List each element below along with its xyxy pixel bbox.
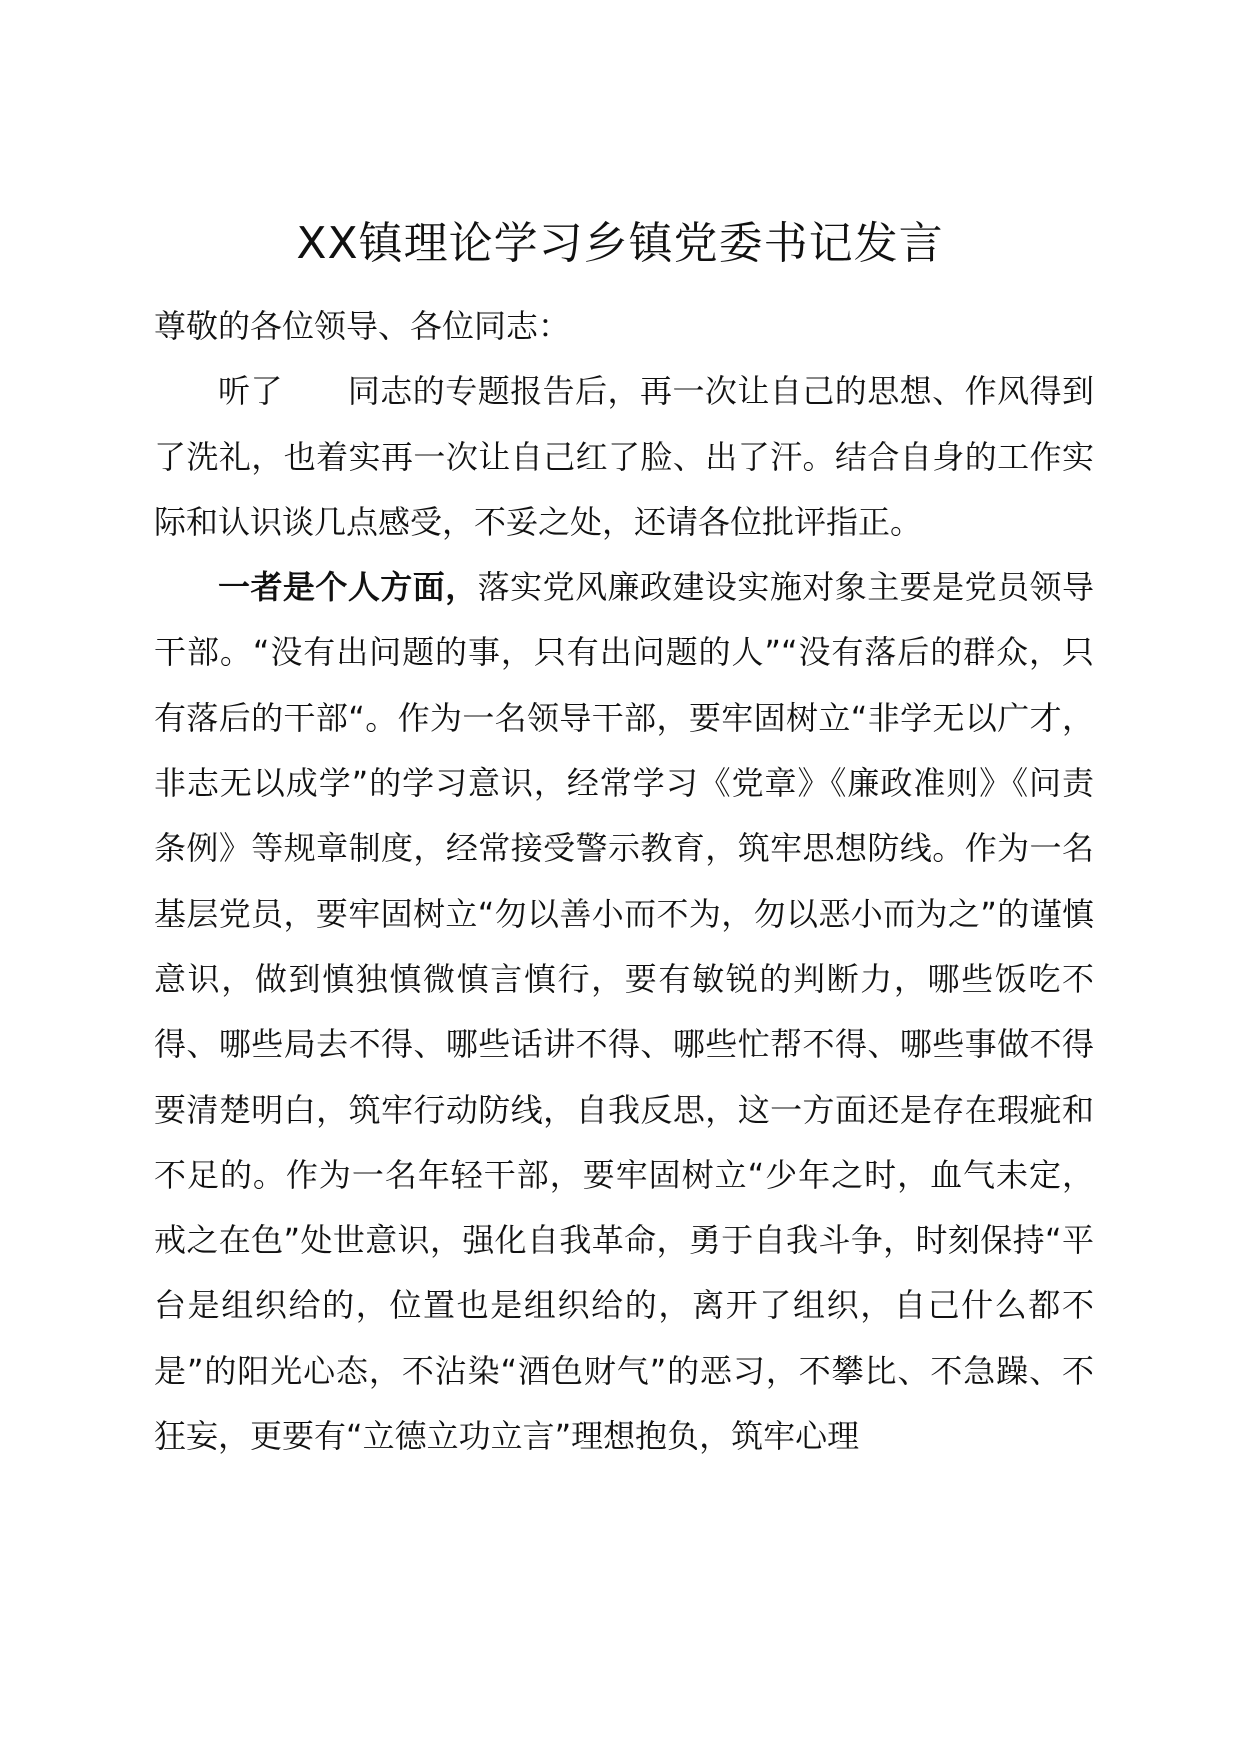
paragraph-2-body: 落实党风廉政建设实施对象主要是党员领导干部。“没有出问题的事，只有出问题的人”“没有落后的群众，只有落后的干部“。作为一名领导干部，要牢固树立“非学无以广才，非志无以成学”的学习意识，经常学习《党章》《廉政准则》《问责条例》等规章制度，经常接受警示教育，筑牢思想防线。作为一名基层党员，要牢固树立“勿以善小而不为，勿以恶小而为之”的谨慎意识，做到慎独慎微慎言慎行，要有敏锐的判断力，哪些饭吃不得、哪些局去不得、哪些话讲不得、哪些忙帮不得、哪些事做不得要清楚明白，筑牢行动防线，自我反思，这一方面还是存在瑕疵和不足的。作为一名年轻干部，要牢固树立“少年之时，血气未定，戒之在色”处世意识，强化自我革命，勇于自我斗争，时刻保持“平台是组织给的，位置也是组织给的，离开了组织，自己什么都不是”的阳光心态，不沾染“酒色财气”的恶习，不攀比、不急躁、不狂妄，更要有“立德立功立言”理想抱负，筑牢心理 [154, 568, 1094, 1456]
document-body [154, 294, 1094, 1469]
salutation: 尊敬的各位领导、各位同志： [154, 307, 571, 345]
document-title: XX镇理论学习乡镇党委书记发言 [296, 218, 944, 269]
paragraph-2-heading: 一者是个人方面， [218, 568, 478, 607]
paragraph-2 [154, 555, 1094, 1469]
paragraph-1: 听了 同志的专题报告后，再一次让自己的思想、作风得到了洗礼，也着实再一次让自己红了脸、出了汗。结合自身的工作实际和认识谈几点感受，不妥之处，还请各位批评指正。 [154, 372, 1094, 541]
